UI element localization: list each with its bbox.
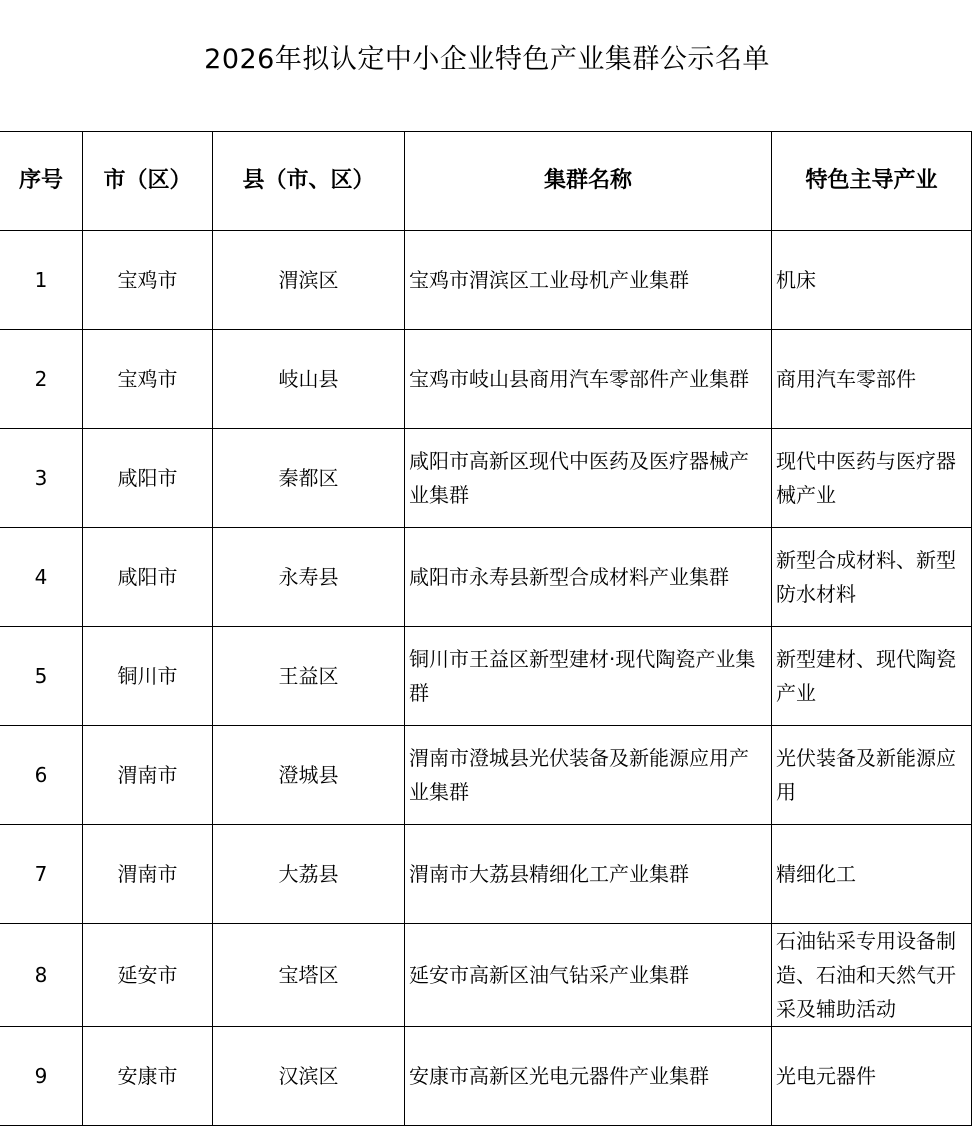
cell-county: 永寿县	[213, 528, 405, 627]
cell-city: 宝鸡市	[83, 231, 213, 330]
cell-cluster-name: 渭南市澄城县光伏装备及新能源应用产业集群	[405, 726, 772, 825]
cell-city: 铜川市	[83, 627, 213, 726]
header-cluster-name: 集群名称	[405, 132, 772, 231]
cell-city: 渭南市	[83, 825, 213, 924]
table-row	[0, 1027, 972, 1126]
header-industry: 特色主导产业	[772, 132, 972, 231]
cell-serial: 4	[0, 528, 83, 627]
cell-serial: 8	[0, 924, 83, 1027]
cell-city: 咸阳市	[83, 528, 213, 627]
cell-cluster-name: 宝鸡市岐山县商用汽车零部件产业集群	[405, 330, 772, 429]
cell-serial: 5	[0, 627, 83, 726]
table-body	[0, 231, 972, 1126]
cell-serial: 1	[0, 231, 83, 330]
cell-industry: 石油钻采专用设备制造、石油和天然气开采及辅助活动	[772, 924, 972, 1027]
table-header	[0, 132, 972, 231]
header-city: 市（区）	[83, 132, 213, 231]
cell-industry: 新型合成材料、新型防水材料	[772, 528, 972, 627]
cell-county: 秦都区	[213, 429, 405, 528]
cell-county: 王益区	[213, 627, 405, 726]
table-row	[0, 924, 972, 1027]
cell-industry: 光伏装备及新能源应用	[772, 726, 972, 825]
cell-serial: 9	[0, 1027, 83, 1126]
cell-cluster-name: 铜川市王益区新型建材·现代陶瓷产业集群	[405, 627, 772, 726]
cell-cluster-name: 渭南市大荔县精细化工产业集群	[405, 825, 772, 924]
cluster-table	[0, 131, 972, 1126]
cell-industry: 商用汽车零部件	[772, 330, 972, 429]
table-row	[0, 429, 972, 528]
cell-county: 大荔县	[213, 825, 405, 924]
cell-cluster-name: 安康市高新区光电元器件产业集群	[405, 1027, 772, 1126]
cell-cluster-name: 宝鸡市渭滨区工业母机产业集群	[405, 231, 772, 330]
cell-serial: 3	[0, 429, 83, 528]
cell-city: 宝鸡市	[83, 330, 213, 429]
cell-city: 延安市	[83, 924, 213, 1027]
cell-county: 宝塔区	[213, 924, 405, 1027]
header-serial: 序号	[0, 132, 83, 231]
cell-city: 渭南市	[83, 726, 213, 825]
table-row	[0, 231, 972, 330]
header-row	[0, 132, 972, 231]
cell-city: 安康市	[83, 1027, 213, 1126]
table-row	[0, 330, 972, 429]
cell-industry: 机床	[772, 231, 972, 330]
table-row	[0, 825, 972, 924]
header-county: 县（市、区）	[213, 132, 405, 231]
cell-county: 岐山县	[213, 330, 405, 429]
cell-serial: 2	[0, 330, 83, 429]
table-row	[0, 528, 972, 627]
cell-serial: 7	[0, 825, 83, 924]
document-title: 2026年拟认定中小企业特色产业集群公示名单	[204, 44, 770, 75]
cell-serial: 6	[0, 726, 83, 825]
cell-cluster-name: 咸阳市永寿县新型合成材料产业集群	[405, 528, 772, 627]
cell-county: 渭滨区	[213, 231, 405, 330]
cell-city: 咸阳市	[83, 429, 213, 528]
cell-industry: 精细化工	[772, 825, 972, 924]
cell-cluster-name: 咸阳市高新区现代中医药及医疗器械产业集群	[405, 429, 772, 528]
cell-county: 澄城县	[213, 726, 405, 825]
cell-cluster-name: 延安市高新区油气钻采产业集群	[405, 924, 772, 1027]
cell-industry: 新型建材、现代陶瓷产业	[772, 627, 972, 726]
cell-county: 汉滨区	[213, 1027, 405, 1126]
cell-industry: 现代中医药与医疗器械产业	[772, 429, 972, 528]
table-row	[0, 627, 972, 726]
cell-industry: 光电元器件	[772, 1027, 972, 1126]
table-row	[0, 726, 972, 825]
